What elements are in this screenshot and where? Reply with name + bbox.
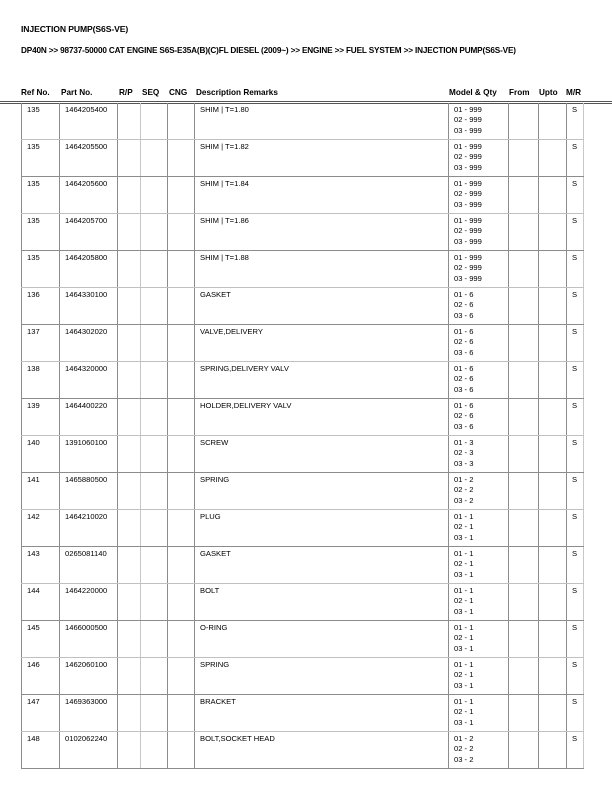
- model-qty-line: 02 - 999: [454, 189, 482, 199]
- column-header-rp: R/P: [119, 88, 133, 97]
- ref-cell: 146: [22, 658, 60, 695]
- part-number-cell: 0102062240: [60, 732, 118, 769]
- from-cell: [509, 547, 539, 584]
- seq-cell: [141, 288, 168, 325]
- model-qty-line: 03 - 999: [454, 162, 482, 172]
- seq-cell: [141, 399, 168, 436]
- upto-cell: [539, 658, 567, 695]
- rp-cell: [118, 621, 141, 658]
- cng-cell: [168, 473, 195, 510]
- rp-cell: [118, 547, 141, 584]
- ref-cell: 140: [22, 436, 60, 473]
- rp-cell: [118, 473, 141, 510]
- upto-cell: [539, 621, 567, 658]
- upto-cell: [539, 510, 567, 547]
- table-row: [22, 325, 584, 362]
- model-qty-line: 02 - 1: [454, 707, 474, 717]
- model-qty-line: 01 - 1: [454, 623, 474, 632]
- model-qty-line: 01 - 999: [454, 142, 482, 151]
- model-qty-line: 01 - 6: [454, 327, 474, 336]
- from-cell: [509, 103, 539, 140]
- column-header-model-qty: Model & Qty: [449, 88, 497, 97]
- model-qty-line: 01 - 2: [454, 475, 474, 484]
- seq-cell: [141, 436, 168, 473]
- cng-cell: [168, 584, 195, 621]
- rp-cell: [118, 251, 141, 288]
- rp-cell: [118, 732, 141, 769]
- rp-cell: [118, 362, 141, 399]
- table-row: [22, 251, 584, 288]
- column-header-from: From: [509, 88, 530, 97]
- column-header-ref: Ref No.: [21, 88, 50, 97]
- description-cell: SHIM | T=1.82: [195, 140, 449, 177]
- model-qty-line: 02 - 1: [454, 559, 474, 569]
- upto-cell: [539, 695, 567, 732]
- column-header-upto: Upto: [539, 88, 558, 97]
- from-cell: [509, 436, 539, 473]
- model-qty-cell: [449, 695, 509, 732]
- model-qty-line: 02 - 2: [454, 744, 474, 754]
- from-cell: [509, 362, 539, 399]
- breadcrumb: DP40N >> 98737-50000 CAT ENGINE S6S-E35A(B)(C)FL DIESEL (2009~) >> ENGINE >> FUEL SYSTEM >> INJECTION PUMP(S6S-VE): [21, 46, 516, 55]
- from-cell: [509, 473, 539, 510]
- model-qty-line: 02 - 1: [454, 522, 474, 532]
- mr-cell: S: [567, 140, 584, 177]
- from-cell: [509, 732, 539, 769]
- from-cell: [509, 658, 539, 695]
- upto-cell: [539, 288, 567, 325]
- rp-cell: [118, 177, 141, 214]
- model-qty-line: 01 - 999: [454, 253, 482, 262]
- model-qty-line: 01 - 1: [454, 512, 474, 521]
- mr-cell: S: [567, 584, 584, 621]
- description-cell: SHIM | T=1.84: [195, 177, 449, 214]
- seq-cell: [141, 177, 168, 214]
- ref-cell: 147: [22, 695, 60, 732]
- ref-cell: 148: [22, 732, 60, 769]
- ref-cell: 138: [22, 362, 60, 399]
- upto-cell: [539, 399, 567, 436]
- seq-cell: [141, 584, 168, 621]
- part-number-cell: 1464220000: [60, 584, 118, 621]
- model-qty-line: 02 - 6: [454, 337, 474, 347]
- seq-cell: [141, 732, 168, 769]
- mr-cell: S: [567, 547, 584, 584]
- model-qty-line: 01 - 999: [454, 179, 482, 188]
- seq-cell: [141, 325, 168, 362]
- part-number-cell: 1464400220: [60, 399, 118, 436]
- rp-cell: [118, 103, 141, 140]
- cng-cell: [168, 362, 195, 399]
- model-qty-line: 03 - 999: [454, 236, 482, 246]
- model-qty-cell: [449, 510, 509, 547]
- ref-cell: 139: [22, 399, 60, 436]
- ref-cell: 135: [22, 103, 60, 140]
- model-qty-cell: [449, 621, 509, 658]
- upto-cell: [539, 362, 567, 399]
- description-cell: BOLT,SOCKET HEAD: [195, 732, 449, 769]
- rp-cell: [118, 584, 141, 621]
- part-number-cell: 1466000500: [60, 621, 118, 658]
- from-cell: [509, 325, 539, 362]
- seq-cell: [141, 510, 168, 547]
- table-row: [22, 288, 584, 325]
- part-number-cell: 1464302020: [60, 325, 118, 362]
- description-cell: GASKET: [195, 547, 449, 584]
- mr-cell: S: [567, 288, 584, 325]
- model-qty-line: 03 - 999: [454, 199, 482, 209]
- model-qty-line: 03 - 1: [454, 680, 474, 690]
- mr-cell: S: [567, 214, 584, 251]
- ref-cell: 136: [22, 288, 60, 325]
- seq-cell: [141, 214, 168, 251]
- table-row: [22, 621, 584, 658]
- seq-cell: [141, 695, 168, 732]
- cng-cell: [168, 547, 195, 584]
- column-header-cng: CNG: [169, 88, 188, 97]
- seq-cell: [141, 103, 168, 140]
- model-qty-cell: [449, 547, 509, 584]
- model-qty-line: 02 - 999: [454, 152, 482, 162]
- table-row: [22, 214, 584, 251]
- rp-cell: [118, 325, 141, 362]
- model-qty-line: 02 - 999: [454, 115, 482, 125]
- model-qty-line: 01 - 1: [454, 697, 474, 706]
- part-number-cell: 1464210020: [60, 510, 118, 547]
- upto-cell: [539, 140, 567, 177]
- column-header-desc: Description Remarks: [196, 88, 278, 97]
- model-qty-line: 03 - 1: [454, 606, 474, 616]
- description-cell: BRACKET: [195, 695, 449, 732]
- model-qty-line: 03 - 6: [454, 384, 474, 394]
- model-qty-line: 01 - 1: [454, 586, 474, 595]
- description-cell: BOLT: [195, 584, 449, 621]
- model-qty-line: 02 - 1: [454, 670, 474, 680]
- model-qty-line: 01 - 6: [454, 364, 474, 373]
- description-cell: SHIM | T=1.80: [195, 103, 449, 140]
- model-qty-line: 02 - 999: [454, 263, 482, 273]
- model-qty-line: 01 - 1: [454, 549, 474, 558]
- ref-cell: 135: [22, 214, 60, 251]
- model-qty-line: 01 - 3: [454, 438, 474, 447]
- ref-cell: 141: [22, 473, 60, 510]
- table-row: [22, 658, 584, 695]
- from-cell: [509, 288, 539, 325]
- rp-cell: [118, 510, 141, 547]
- part-number-cell: 1464205400: [60, 103, 118, 140]
- page-title: INJECTION PUMP(S6S-VE): [21, 24, 129, 34]
- model-qty-line: 01 - 999: [454, 216, 482, 225]
- description-cell: SPRING,DELIVERY VALV: [195, 362, 449, 399]
- model-qty-line: 03 - 6: [454, 421, 474, 431]
- from-cell: [509, 140, 539, 177]
- model-qty-line: 02 - 6: [454, 411, 474, 421]
- rp-cell: [118, 214, 141, 251]
- part-number-cell: 1465880500: [60, 473, 118, 510]
- model-qty-line: 03 - 2: [454, 754, 474, 764]
- from-cell: [509, 399, 539, 436]
- mr-cell: S: [567, 251, 584, 288]
- cng-cell: [168, 325, 195, 362]
- ref-cell: 137: [22, 325, 60, 362]
- mr-cell: S: [567, 510, 584, 547]
- table-row: [22, 140, 584, 177]
- description-cell: O-RING: [195, 621, 449, 658]
- ref-cell: 145: [22, 621, 60, 658]
- upto-cell: [539, 251, 567, 288]
- model-qty-line: 03 - 1: [454, 569, 474, 579]
- model-qty-line: 03 - 1: [454, 532, 474, 542]
- cng-cell: [168, 732, 195, 769]
- table-header: [0, 88, 612, 100]
- mr-cell: S: [567, 325, 584, 362]
- model-qty-cell: [449, 251, 509, 288]
- table-row: [22, 473, 584, 510]
- table-row: [22, 695, 584, 732]
- part-number-cell: 1464205500: [60, 140, 118, 177]
- seq-cell: [141, 473, 168, 510]
- rp-cell: [118, 399, 141, 436]
- parts-table: [21, 103, 584, 769]
- mr-cell: S: [567, 473, 584, 510]
- model-qty-line: 02 - 1: [454, 633, 474, 643]
- description-cell: SHIM | T=1.86: [195, 214, 449, 251]
- model-qty-line: 01 - 2: [454, 734, 474, 743]
- part-number-cell: 1464205700: [60, 214, 118, 251]
- model-qty-line: 01 - 6: [454, 290, 474, 299]
- ref-cell: 142: [22, 510, 60, 547]
- model-qty-cell: [449, 140, 509, 177]
- upto-cell: [539, 436, 567, 473]
- model-qty-line: 03 - 6: [454, 310, 474, 320]
- model-qty-line: 02 - 2: [454, 485, 474, 495]
- model-qty-cell: [449, 177, 509, 214]
- model-qty-line: 02 - 6: [454, 300, 474, 310]
- table-row: [22, 103, 584, 140]
- seq-cell: [141, 362, 168, 399]
- model-qty-line: 03 - 3: [454, 458, 474, 468]
- model-qty-line: 03 - 999: [454, 273, 482, 283]
- mr-cell: S: [567, 103, 584, 140]
- part-number-cell: 1464320000: [60, 362, 118, 399]
- from-cell: [509, 177, 539, 214]
- ref-cell: 143: [22, 547, 60, 584]
- table-row: [22, 732, 584, 769]
- parts-table-container: [21, 103, 583, 764]
- upto-cell: [539, 547, 567, 584]
- rp-cell: [118, 140, 141, 177]
- from-cell: [509, 214, 539, 251]
- part-number-cell: 0265081140: [60, 547, 118, 584]
- upto-cell: [539, 473, 567, 510]
- model-qty-line: 02 - 6: [454, 374, 474, 384]
- from-cell: [509, 621, 539, 658]
- model-qty-cell: [449, 288, 509, 325]
- mr-cell: S: [567, 362, 584, 399]
- model-qty-cell: [449, 325, 509, 362]
- column-header-seq: SEQ: [142, 88, 160, 97]
- description-cell: SCREW: [195, 436, 449, 473]
- model-qty-cell: [449, 584, 509, 621]
- mr-cell: S: [567, 732, 584, 769]
- table-row: [22, 510, 584, 547]
- model-qty-line: 03 - 2: [454, 495, 474, 505]
- model-qty-line: 03 - 6: [454, 347, 474, 357]
- rp-cell: [118, 658, 141, 695]
- cng-cell: [168, 251, 195, 288]
- model-qty-line: 01 - 999: [454, 105, 482, 114]
- description-cell: VALVE,DELIVERY: [195, 325, 449, 362]
- mr-cell: S: [567, 695, 584, 732]
- seq-cell: [141, 251, 168, 288]
- description-cell: HOLDER,DELIVERY VALV: [195, 399, 449, 436]
- ref-cell: 135: [22, 177, 60, 214]
- description-cell: SPRING: [195, 473, 449, 510]
- mr-cell: S: [567, 436, 584, 473]
- ref-cell: 135: [22, 251, 60, 288]
- cng-cell: [168, 399, 195, 436]
- cng-cell: [168, 695, 195, 732]
- seq-cell: [141, 140, 168, 177]
- model-qty-line: 01 - 1: [454, 660, 474, 669]
- description-cell: PLUG: [195, 510, 449, 547]
- mr-cell: S: [567, 177, 584, 214]
- upto-cell: [539, 177, 567, 214]
- parts-table-body: [22, 103, 584, 769]
- cng-cell: [168, 103, 195, 140]
- table-row: [22, 436, 584, 473]
- mr-cell: S: [567, 621, 584, 658]
- cng-cell: [168, 140, 195, 177]
- column-header-mr: M/R: [566, 88, 582, 97]
- part-number-cell: 1464330100: [60, 288, 118, 325]
- ref-cell: 144: [22, 584, 60, 621]
- from-cell: [509, 695, 539, 732]
- model-qty-line: 02 - 999: [454, 226, 482, 236]
- model-qty-line: 02 - 3: [454, 448, 474, 458]
- upto-cell: [539, 584, 567, 621]
- cng-cell: [168, 177, 195, 214]
- seq-cell: [141, 621, 168, 658]
- table-row: [22, 177, 584, 214]
- mr-cell: S: [567, 399, 584, 436]
- cng-cell: [168, 436, 195, 473]
- description-cell: GASKET: [195, 288, 449, 325]
- part-number-cell: 1469363000: [60, 695, 118, 732]
- model-qty-line: 03 - 1: [454, 717, 474, 727]
- model-qty-cell: [449, 103, 509, 140]
- ref-cell: 135: [22, 140, 60, 177]
- model-qty-line: 03 - 999: [454, 125, 482, 135]
- cng-cell: [168, 658, 195, 695]
- table-row: [22, 399, 584, 436]
- model-qty-cell: [449, 399, 509, 436]
- model-qty-cell: [449, 214, 509, 251]
- seq-cell: [141, 658, 168, 695]
- upto-cell: [539, 214, 567, 251]
- table-row: [22, 362, 584, 399]
- rp-cell: [118, 436, 141, 473]
- upto-cell: [539, 325, 567, 362]
- rp-cell: [118, 288, 141, 325]
- model-qty-cell: [449, 658, 509, 695]
- cng-cell: [168, 214, 195, 251]
- model-qty-cell: [449, 473, 509, 510]
- part-number-cell: 1462060100: [60, 658, 118, 695]
- seq-cell: [141, 547, 168, 584]
- description-cell: SPRING: [195, 658, 449, 695]
- cng-cell: [168, 621, 195, 658]
- model-qty-cell: [449, 732, 509, 769]
- cng-cell: [168, 510, 195, 547]
- table-row: [22, 584, 584, 621]
- part-number-cell: 1464205600: [60, 177, 118, 214]
- from-cell: [509, 510, 539, 547]
- cng-cell: [168, 288, 195, 325]
- rp-cell: [118, 695, 141, 732]
- from-cell: [509, 251, 539, 288]
- table-row: [22, 547, 584, 584]
- description-cell: SHIM | T=1.88: [195, 251, 449, 288]
- part-number-cell: 1464205800: [60, 251, 118, 288]
- model-qty-line: 03 - 1: [454, 643, 474, 653]
- model-qty-cell: [449, 436, 509, 473]
- model-qty-cell: [449, 362, 509, 399]
- from-cell: [509, 584, 539, 621]
- model-qty-line: 02 - 1: [454, 596, 474, 606]
- model-qty-line: 01 - 6: [454, 401, 474, 410]
- column-header-part: Part No.: [61, 88, 93, 97]
- part-number-cell: 1391060100: [60, 436, 118, 473]
- mr-cell: S: [567, 658, 584, 695]
- upto-cell: [539, 103, 567, 140]
- upto-cell: [539, 732, 567, 769]
